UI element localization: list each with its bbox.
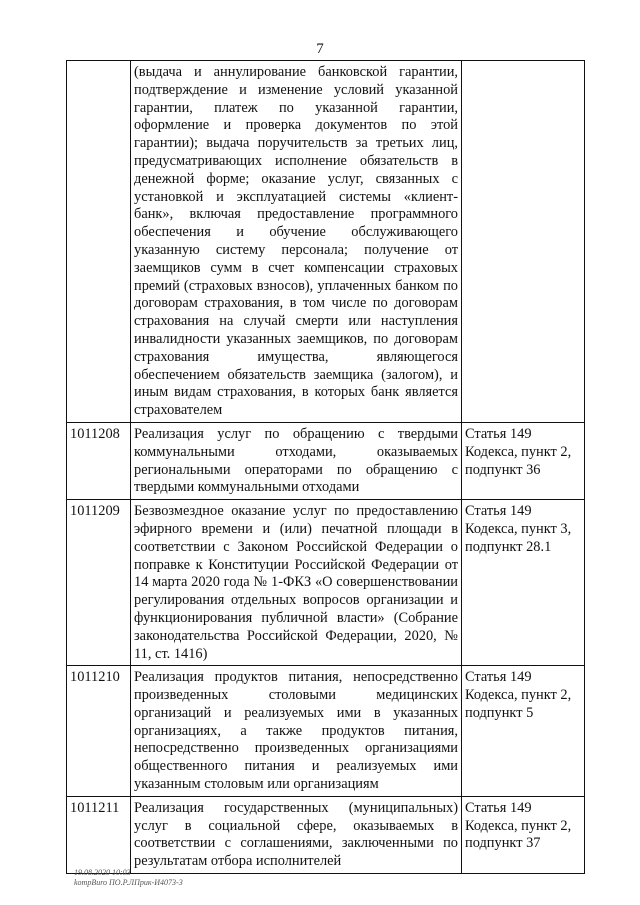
row-reference: Статья 149 Кодекса, пункт 2, подпункт 36 (462, 422, 585, 499)
row-description: Реализация государственных (муниципальных) услуг в социальной сфере, оказываемых в соответствии с соглашениями, заключенными по результатам отбора исполнителей (131, 796, 462, 873)
row-reference (462, 61, 585, 423)
row-code: 1011209 (67, 500, 131, 666)
row-code (67, 61, 131, 423)
row-code: 1011210 (67, 666, 131, 797)
row-code: 1011208 (67, 422, 131, 499)
page-number: 7 (316, 41, 324, 57)
row-reference: Статья 149 Кодекса, пункт 2, подпункт 5 (462, 666, 585, 797)
footer-doc-ref: kompBuro ПО.Р.ЛПрик-И4073-3 (74, 878, 183, 887)
row-description: Реализация услуг по обращению с твердыми коммунальными отходами, оказываемых региональными операторами по обращению с твердыми коммунальными отходами (131, 422, 462, 499)
table-row (67, 61, 585, 423)
row-description: Безвозмездное оказание услуг по предоставлению эфирного времени и (или) печатной площади в соответствии с Законом Российской Федерации о поправке к Конституции Российской Федерации от 14 марта 2020 года № 1-ФКЗ «О совершенствовании регулирования отдельных вопросов организации и функционирования публичной власти» (Собрание законодательства Российской Федерации, 2020, № 11, ст. 1416) (131, 500, 462, 666)
row-description: (выдача и аннулирование банковской гарантии, подтверждение и изменение условий указанной гарантии, платеж по указанной гарантии, оформление и проверка документов по этой гарантии); выдача поручительств за третьих лиц, предусматривающих исполнение обязательств в денежной форме; оказание услуг, связанных с установкой и эксплуатацией системы «клиент-банк», включая предоставление программного обеспечения и обучение обслуживающего указанную систему персонала; получение от заемщиков сумм в счет компенсации страховых премий (страховых взносов), уплаченных банком по договорам страхования, в том числе по договорам страхования на случай смерти или наступления инвалидности указанных заемщиков, по договорам страхования имущества, являющегося обеспечением обязательств заемщика (залогом), и иным видам страхования, в которых банк является страхователем (131, 61, 462, 423)
table-row (67, 422, 585, 499)
table-row (67, 796, 585, 873)
row-reference: Статья 149 Кодекса, пункт 2, подпункт 37 (462, 796, 585, 873)
row-reference: Статья 149 Кодекса, пункт 3, подпункт 28.1 (462, 500, 585, 666)
print-footer (74, 868, 183, 888)
row-code: 1011211 (67, 796, 131, 873)
codes-table (66, 60, 585, 874)
table-row (67, 666, 585, 797)
row-description: Реализация продуктов питания, непосредственно произведенных столовыми медицинских организаций и реализуемых ими в указанных организациях, а также продуктов питания, непосредственно произведенных организациями общественного питания и реализуемых ими указанным столовым или организациям (131, 666, 462, 797)
table-row (67, 500, 585, 666)
footer-timestamp: 19.08.2020 10:03 (74, 868, 131, 877)
